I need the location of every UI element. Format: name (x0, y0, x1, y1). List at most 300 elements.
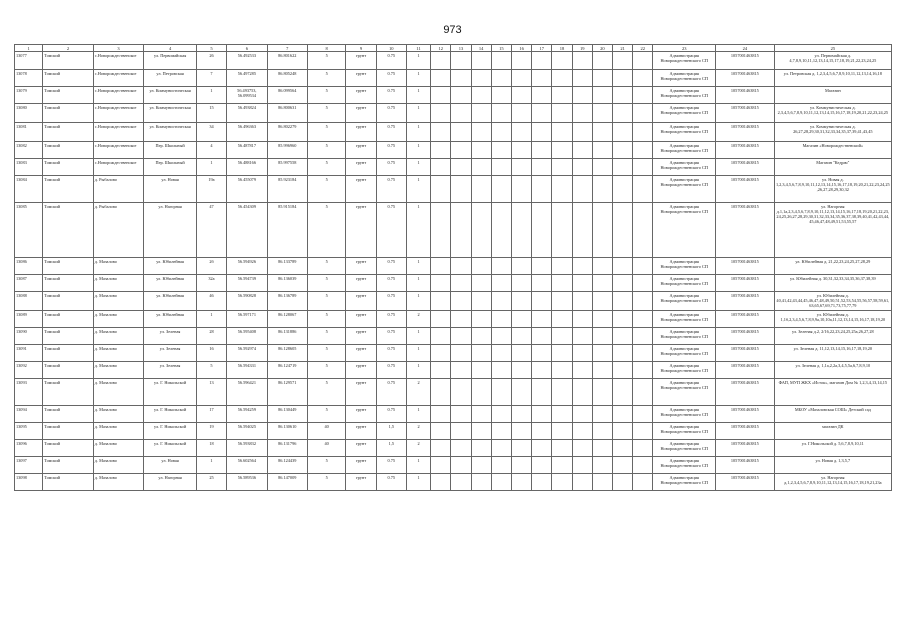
cell-qty: 1 (406, 203, 430, 258)
cell-qty: 1 (406, 258, 430, 275)
cell-settlement: д. Мазалово (93, 440, 144, 457)
empty-cell (431, 123, 451, 142)
empty-cell (431, 70, 451, 87)
cell-lat: 56.488166 (227, 159, 267, 176)
empty-cell (592, 362, 612, 379)
cell-served: ул. Новая д. 1,2,3,4,5,6,7,8,9,10,11,12,13,14,15,16,17,18,19,20,21,22,23,24,25,26,27,28,29,30,32 (774, 176, 891, 203)
cell-district: Томский (43, 258, 94, 275)
empty-cell (572, 258, 592, 275)
empty-cell (633, 87, 653, 104)
empty-cell (471, 474, 491, 491)
cell-lon: 86.131886 (267, 328, 307, 345)
cell-district: Томский (43, 328, 94, 345)
column-number-cell: 25 (774, 45, 891, 52)
empty-cell (511, 362, 531, 379)
cell-house: 13 (196, 379, 226, 406)
empty-cell (491, 423, 511, 440)
empty-cell (592, 275, 612, 292)
cell-street: ул. Новая (144, 457, 197, 474)
empty-cell (613, 142, 633, 159)
empty-cell (552, 258, 572, 275)
cell-settlement: д. Мазалово (93, 258, 144, 275)
empty-cell (431, 258, 451, 275)
cell-district: Томский (43, 52, 94, 70)
cell-count: 5 (307, 345, 345, 362)
cell-volume: 0.75 (376, 345, 406, 362)
cell-qty: 1 (406, 52, 430, 70)
empty-cell (431, 423, 451, 440)
cell-street: ул. Г. Никольской (144, 423, 197, 440)
cell-settlement: д. Мазалово (93, 362, 144, 379)
cell-settlement: с.Новорождественское (93, 142, 144, 159)
cell-ogrn: 1057001463815 (716, 292, 775, 311)
empty-cell (451, 104, 471, 123)
cell-district: Томский (43, 474, 94, 491)
empty-cell (633, 423, 653, 440)
cell-id: 13082 (15, 142, 43, 159)
empty-cell (633, 362, 653, 379)
cell-settlement: д. Мазалово (93, 423, 144, 440)
table-row (15, 258, 892, 275)
empty-cell (511, 142, 531, 159)
column-number-cell: 16 (511, 45, 531, 52)
empty-cell (552, 423, 572, 440)
cell-volume: 0.75 (376, 275, 406, 292)
empty-cell (552, 104, 572, 123)
cell-count: 5 (307, 159, 345, 176)
column-number-cell: 10 (376, 45, 406, 52)
cell-house: 16 (196, 345, 226, 362)
column-number-cell: 19 (572, 45, 592, 52)
cell-lat: 56.497285 (227, 70, 267, 87)
empty-cell (431, 159, 451, 176)
cell-count: 5 (307, 362, 345, 379)
empty-cell (471, 457, 491, 474)
cell-org: Администрация Новорождественского СП (653, 311, 716, 328)
cell-settlement: д. Мазалово (93, 379, 144, 406)
cell-qty: 1 (406, 328, 430, 345)
cell-street: ул. Зеленая (144, 328, 197, 345)
empty-cell (491, 345, 511, 362)
cell-count: 40 (307, 440, 345, 457)
table-row (15, 159, 892, 176)
column-number-cell: 23 (653, 45, 716, 52)
empty-cell (572, 423, 592, 440)
cell-surface: грунт (346, 362, 376, 379)
empty-cell (572, 104, 592, 123)
empty-cell (431, 406, 451, 423)
cell-org: Администрация Новорождественского СП (653, 440, 716, 457)
cell-surface: грунт (346, 275, 376, 292)
cell-lon: 85.915184 (267, 203, 307, 258)
cell-served: ул. Нагорная д.1,1а,2,3,4,5,6,7,8,9,10,11,12,13,14,15,16,17,18,19,20,21,22,23,24,25,26,27,28,29,30,31,32,33,34,35,36,37,38,39,40,41,42,43,44,45,46,47,48,49,51,53,55,57 (774, 203, 891, 258)
cell-house: 1 (196, 311, 226, 328)
cell-street: ул. Нагорная (144, 474, 197, 491)
cell-volume: 0.75 (376, 406, 406, 423)
empty-cell (491, 104, 511, 123)
empty-cell (633, 406, 653, 423)
cell-lat: 56.493824 (227, 104, 267, 123)
cell-qty: 2 (406, 311, 430, 328)
cell-house: 34 (196, 123, 226, 142)
cell-street: ул. Юбилейная (144, 292, 197, 311)
cell-org: Администрация Новорождественского СП (653, 52, 716, 70)
empty-cell (431, 328, 451, 345)
empty-cell (572, 275, 592, 292)
cell-qty: 1 (406, 176, 430, 203)
cell-surface: грунт (346, 159, 376, 176)
cell-district: Томский (43, 292, 94, 311)
cell-count: 5 (307, 406, 345, 423)
empty-cell (592, 379, 612, 406)
empty-cell (592, 258, 612, 275)
cell-street: ул. Юбилейная (144, 258, 197, 275)
cell-district: Томский (43, 345, 94, 362)
cell-served: ул. Коммунистическая д. 26,27,28,29,30,31,32,33,34,35,37,39,41,43,45 (774, 123, 891, 142)
cell-ogrn: 1057001463815 (716, 258, 775, 275)
cell-surface: грунт (346, 423, 376, 440)
empty-cell (613, 275, 633, 292)
empty-cell (633, 379, 653, 406)
cell-count: 5 (307, 275, 345, 292)
empty-cell (471, 87, 491, 104)
cell-district: Томский (43, 362, 94, 379)
cell-ogrn: 1057001463815 (716, 203, 775, 258)
cell-street: ул. Новая (144, 176, 197, 203)
cell-volume: 0.75 (376, 176, 406, 203)
cell-org: Администрация Новорождественского СП (653, 362, 716, 379)
empty-cell (451, 258, 471, 275)
column-number-cell: 13 (451, 45, 471, 52)
empty-cell (613, 457, 633, 474)
empty-cell (431, 474, 451, 491)
empty-cell (532, 292, 552, 311)
cell-street: Пер. Школьный (144, 159, 197, 176)
cell-surface: грунт (346, 311, 376, 328)
cell-lat: 56.492533 (227, 52, 267, 70)
cell-id: 13093 (15, 379, 43, 406)
table-row (15, 70, 892, 87)
empty-cell (572, 123, 592, 142)
empty-cell (451, 406, 471, 423)
empty-cell (451, 87, 471, 104)
empty-cell (633, 52, 653, 70)
cell-volume: 0.75 (376, 87, 406, 104)
cell-house: 19а (196, 176, 226, 203)
empty-cell (532, 457, 552, 474)
table-row (15, 123, 892, 142)
cell-street: ул. Зеленая (144, 345, 197, 362)
table-row (15, 275, 892, 292)
empty-cell (613, 123, 633, 142)
cell-count: 5 (307, 474, 345, 491)
cell-org: Администрация Новорождественского СП (653, 345, 716, 362)
table-row (15, 142, 892, 159)
cell-street: ул. Коммунистическая (144, 104, 197, 123)
empty-cell (451, 311, 471, 328)
empty-cell (532, 70, 552, 87)
cell-id: 13088 (15, 292, 43, 311)
cell-qty: 2 (406, 440, 430, 457)
cell-qty: 1 (406, 142, 430, 159)
empty-cell (572, 457, 592, 474)
cell-lon: 86.805248 (267, 70, 307, 87)
cell-house: 1 (196, 457, 226, 474)
cell-count: 5 (307, 328, 345, 345)
table-row (15, 176, 892, 203)
cell-volume: 0.75 (376, 104, 406, 123)
cell-id: 13090 (15, 328, 43, 345)
empty-cell (491, 52, 511, 70)
table-row (15, 423, 892, 440)
table-row (15, 379, 892, 406)
empty-cell (532, 406, 552, 423)
cell-id: 13098 (15, 474, 43, 491)
column-number-cell: 8 (307, 45, 345, 52)
cell-ogrn: 1057001463815 (716, 87, 775, 104)
empty-cell (532, 379, 552, 406)
empty-cell (532, 123, 552, 142)
cell-count: 5 (307, 457, 345, 474)
cell-id: 13086 (15, 258, 43, 275)
cell-org: Администрация Новорождественского СП (653, 176, 716, 203)
empty-cell (511, 345, 531, 362)
empty-cell (511, 379, 531, 406)
cell-id: 13091 (15, 345, 43, 362)
empty-cell (552, 311, 572, 328)
empty-cell (511, 52, 531, 70)
empty-cell (572, 159, 592, 176)
cell-id: 13096 (15, 440, 43, 457)
cell-served: магазин ДК (774, 423, 891, 440)
cell-ogrn: 1057001463815 (716, 457, 775, 474)
cell-org: Администрация Новорождественского СП (653, 70, 716, 87)
empty-cell (572, 362, 592, 379)
empty-cell (633, 328, 653, 345)
empty-cell (633, 142, 653, 159)
cell-org: Администрация Новорождественского СП (653, 457, 716, 474)
empty-cell (451, 423, 471, 440)
empty-cell (471, 275, 491, 292)
cell-district: Томский (43, 159, 94, 176)
cell-volume: 0.75 (376, 70, 406, 87)
empty-cell (552, 70, 572, 87)
empty-cell (552, 52, 572, 70)
cell-street: ул. Юбилейная (144, 275, 197, 292)
column-number-cell: 22 (633, 45, 653, 52)
column-number-cell: 5 (196, 45, 226, 52)
cell-count: 5 (307, 203, 345, 258)
cell-id: 13092 (15, 362, 43, 379)
empty-cell (471, 345, 491, 362)
empty-cell (491, 406, 511, 423)
cell-served: ул. Новая д. 1,3,5,7 (774, 457, 891, 474)
empty-cell (613, 176, 633, 203)
empty-cell (511, 292, 531, 311)
cell-district: Томский (43, 142, 94, 159)
cell-served: ул. Зеленая д. 1,1а,2,2а,3,4,5,5а,6,7,8,9,10 (774, 362, 891, 379)
empty-cell (532, 440, 552, 457)
empty-cell (471, 203, 491, 258)
empty-cell (572, 328, 592, 345)
cell-served: Магазин (774, 87, 891, 104)
empty-cell (491, 176, 511, 203)
column-number-cell: 12 (431, 45, 451, 52)
cell-surface: грунт (346, 123, 376, 142)
cell-settlement: д. Мазалово (93, 457, 144, 474)
cell-lon: 86.129571 (267, 379, 307, 406)
cell-lon: 86.124719 (267, 362, 307, 379)
cell-lon: 85.923184 (267, 176, 307, 203)
column-number-cell: 18 (552, 45, 572, 52)
empty-cell (552, 123, 572, 142)
cell-lat: 56.454309 (227, 203, 267, 258)
empty-cell (592, 474, 612, 491)
cell-lon: 86.136789 (267, 292, 307, 311)
empty-cell (471, 362, 491, 379)
cell-volume: 0.75 (376, 379, 406, 406)
empty-cell (491, 362, 511, 379)
column-number-cell: 14 (471, 45, 491, 52)
empty-cell (491, 379, 511, 406)
cell-house: 1 (196, 87, 226, 104)
cell-lat: 56.594926 (227, 258, 267, 275)
cell-id: 13077 (15, 52, 43, 70)
empty-cell (532, 474, 552, 491)
cell-lat: 56.594259 (227, 406, 267, 423)
empty-cell (532, 176, 552, 203)
cell-surface: грунт (346, 87, 376, 104)
empty-cell (532, 159, 552, 176)
table-row (15, 311, 892, 328)
cell-id: 13097 (15, 457, 43, 474)
cell-qty: 1 (406, 87, 430, 104)
cell-qty: 2 (406, 423, 430, 440)
cell-lon: 85.997558 (267, 159, 307, 176)
cell-surface: грунт (346, 345, 376, 362)
cell-settlement: д. Рыбалово (93, 176, 144, 203)
empty-cell (511, 423, 531, 440)
table-row (15, 345, 892, 362)
cell-count: 5 (307, 379, 345, 406)
empty-cell (471, 159, 491, 176)
cell-count: 5 (307, 258, 345, 275)
cell-org: Администрация Новорождественского СП (653, 328, 716, 345)
cell-ogrn: 1057001463815 (716, 104, 775, 123)
empty-cell (532, 423, 552, 440)
cell-volume: 0.75 (376, 123, 406, 142)
empty-cell (572, 292, 592, 311)
empty-cell (633, 159, 653, 176)
empty-cell (471, 406, 491, 423)
empty-cell (552, 362, 572, 379)
empty-cell (431, 311, 451, 328)
cell-surface: грунт (346, 52, 376, 70)
table-row (15, 406, 892, 423)
cell-surface: грунт (346, 70, 376, 87)
cell-surface: грунт (346, 406, 376, 423)
empty-cell (431, 362, 451, 379)
cell-served: Магазин «Новорождественский» (774, 142, 891, 159)
empty-cell (592, 87, 612, 104)
cell-ogrn: 1057001463815 (716, 474, 775, 491)
cell-settlement: д. Мазалово (93, 275, 144, 292)
column-number-cell: 6 (227, 45, 267, 52)
empty-cell (471, 142, 491, 159)
table-row (15, 328, 892, 345)
empty-cell (491, 123, 511, 142)
empty-cell (431, 292, 451, 311)
cell-served: МБОУ «Мазаловская СОШ» Детский сад (774, 406, 891, 423)
cell-house: 46 (196, 292, 226, 311)
empty-cell (471, 311, 491, 328)
cell-qty: 1 (406, 474, 430, 491)
cell-served: ул. Юбилейная д. 40,41,42,43,44,45,46,47,48,49,50,51,52,53,54,55,56,57,58,59,61,63,65,67,69,71,73,75,77,79 (774, 292, 891, 311)
cell-district: Томский (43, 87, 94, 104)
cell-house: 1 (196, 159, 226, 176)
empty-cell (613, 87, 633, 104)
cell-lat: 56.594025 (227, 423, 267, 440)
empty-cell (471, 292, 491, 311)
empty-cell (451, 345, 471, 362)
cell-lon: 86.131796 (267, 440, 307, 457)
cell-count: 5 (307, 52, 345, 70)
empty-cell (451, 362, 471, 379)
cell-house: 28 (196, 328, 226, 345)
empty-cell (511, 328, 531, 345)
cell-count: 5 (307, 311, 345, 328)
cell-lon: 86.133789 (267, 258, 307, 275)
empty-cell (552, 457, 572, 474)
cell-org: Администрация Новорождественского СП (653, 87, 716, 104)
empty-cell (633, 311, 653, 328)
cell-settlement: с.Новорождественское (93, 70, 144, 87)
empty-cell (451, 328, 471, 345)
cell-house: 15 (196, 104, 226, 123)
cell-volume: 0.75 (376, 142, 406, 159)
empty-cell (532, 311, 552, 328)
empty-cell (592, 104, 612, 123)
empty-cell (532, 87, 552, 104)
page-number: 973 (443, 24, 462, 36)
empty-cell (451, 123, 471, 142)
cell-lon: 86.147009 (267, 474, 307, 491)
cell-street: ул. Нагорная (144, 203, 197, 258)
empty-cell (552, 142, 572, 159)
empty-cell (431, 275, 451, 292)
cell-id: 13087 (15, 275, 43, 292)
cell-id: 13080 (15, 104, 43, 123)
empty-cell (613, 292, 633, 311)
cell-count: 5 (307, 123, 345, 142)
column-number-cell: 24 (716, 45, 775, 52)
cell-house: 19 (196, 423, 226, 440)
cell-qty: 1 (406, 70, 430, 87)
empty-cell (592, 311, 612, 328)
empty-cell (552, 292, 572, 311)
empty-cell (471, 328, 491, 345)
cell-settlement: д. Мазалово (93, 406, 144, 423)
column-number-cell: 1 (15, 45, 43, 52)
empty-cell (511, 159, 531, 176)
cell-lat: 56.596421 (227, 379, 267, 406)
cell-house: 2б (196, 258, 226, 275)
empty-cell (613, 159, 633, 176)
cell-street: ул. Зеленая (144, 362, 197, 379)
empty-cell (431, 87, 451, 104)
empty-cell (613, 70, 633, 87)
empty-cell (572, 142, 592, 159)
